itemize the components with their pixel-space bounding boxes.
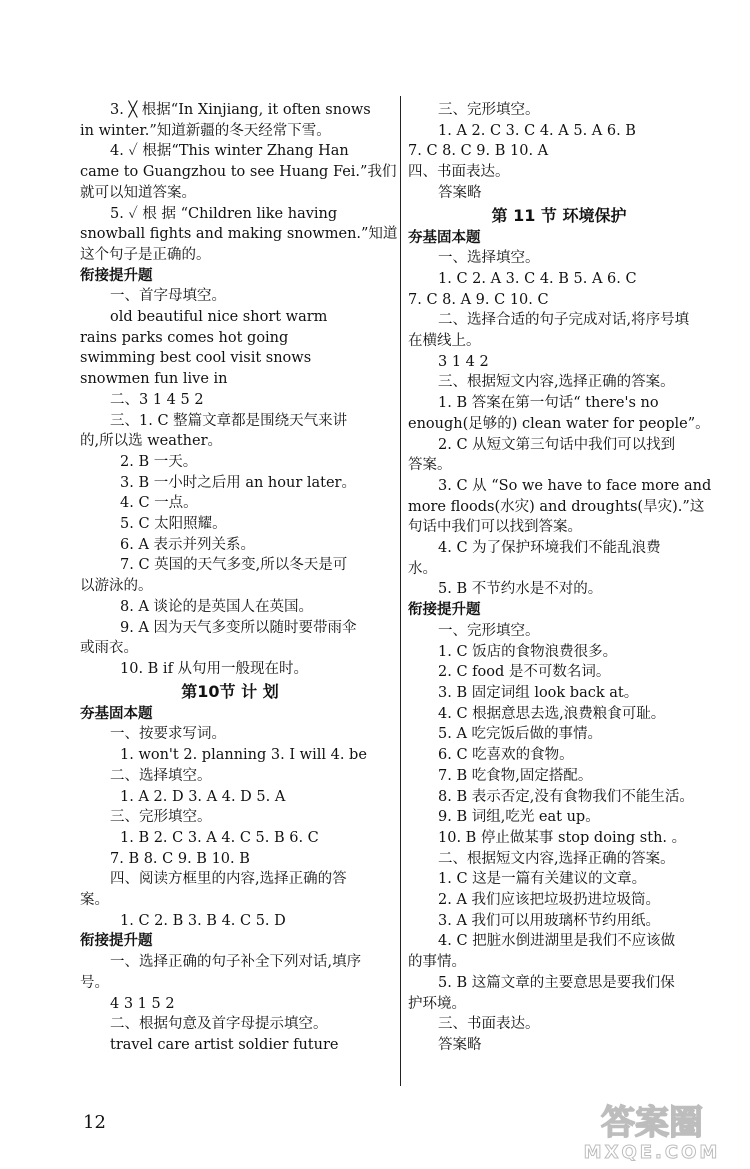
column-divider bbox=[400, 96, 401, 1086]
right-line: 二、选择合适的句子完成对话,将序号填 bbox=[438, 312, 690, 329]
right-line: 9. B 词组,吃光 eat up。 bbox=[438, 809, 600, 826]
right-line: 衔接提升题 bbox=[408, 602, 481, 619]
left-line: 的,所以选 weather。 bbox=[80, 433, 223, 450]
left-line: 8. A 谈论的是英国人在英国。 bbox=[120, 598, 314, 615]
right-line: 5. A 吃完饭后做的事情。 bbox=[438, 726, 603, 743]
right-line: 2. C 从短文第三句话中我们可以找到 bbox=[438, 436, 676, 453]
right-line: 三、根据短文内容,选择正确的答案。 bbox=[438, 374, 675, 391]
left-line: 9. A 因为天气多变所以随时要带雨伞 bbox=[120, 619, 357, 636]
left-line: snowball fights and making snowmen.”知道 bbox=[80, 226, 398, 243]
right-line: 1. C 这是一篇有关建议的文章。 bbox=[438, 871, 647, 888]
left-line: 夯基固本题 bbox=[80, 705, 153, 722]
right-line: 1. C 2. A 3. C 4. B 5. A 6. C bbox=[438, 270, 637, 287]
right-line: 3. C 从 “So we have to face more and bbox=[438, 477, 712, 494]
left-line: rains parks comes hot going bbox=[80, 329, 289, 346]
watermark-logo bbox=[560, 1098, 745, 1163]
left-line: 1. won't 2. planning 3. I will 4. be bbox=[120, 747, 367, 764]
left-line: old beautiful nice short warm bbox=[110, 309, 328, 326]
left-line: swimming best cool visit snows bbox=[80, 350, 312, 367]
right-line: 7. C 8. C 9. B 10. A bbox=[408, 143, 549, 160]
left-line: 一、按要求写词。 bbox=[110, 726, 226, 743]
left-line: 二、根据句意及首字母提示填空。 bbox=[110, 1016, 328, 1033]
right-line: 2. C food 是不可数名词。 bbox=[438, 664, 611, 681]
right-line: 句话中我们可以找到答案。 bbox=[408, 519, 582, 536]
left-line: 一、首字母填空。 bbox=[110, 288, 226, 305]
right-line: 6. C 吃喜欢的食物。 bbox=[438, 747, 574, 764]
right-line: 三、书面表达。 bbox=[438, 1016, 540, 1033]
right-line: 答案略 bbox=[438, 184, 482, 201]
left-line: 1. B 2. C 3. A 4. C 5. B 6. C bbox=[120, 829, 319, 846]
right-line: 5. B 不节约水是不对的。 bbox=[438, 581, 603, 598]
left-line: 一、选择正确的句子补全下列对话,填序 bbox=[110, 954, 362, 971]
right-line: 一、完形填空。 bbox=[438, 622, 540, 639]
right-line: 10. B 停止做某事 stop doing sth. 。 bbox=[438, 829, 687, 846]
right-line: 护环境。 bbox=[408, 995, 466, 1012]
left-line: 3. B 一小时之后用 an hour later。 bbox=[120, 474, 356, 491]
right-line: 夯基固本题 bbox=[408, 229, 481, 246]
right-line: 答案略 bbox=[438, 1036, 482, 1053]
right-line: more floods(水灾) and droughts(旱灾).”这 bbox=[408, 498, 705, 515]
right-line: 3. B 固定词组 look back at。 bbox=[438, 684, 639, 701]
left-line: 7. C 英国的天气多变,所以冬天是可 bbox=[120, 557, 348, 574]
right-line: 4. C 把脏水倒进湖里是我们不应该做 bbox=[438, 933, 676, 950]
right-line: 4. C 根据意思去选,浪费粮食可耻。 bbox=[438, 705, 666, 722]
right-line: enough(足够的) clean water for people”。 bbox=[408, 415, 710, 432]
right-line: 2. A 我们应该把垃圾扔进垃圾筒。 bbox=[438, 892, 661, 909]
left-line: 或雨衣。 bbox=[80, 640, 138, 657]
watermark-bottom: MXQE.COM bbox=[583, 1142, 721, 1163]
right-line: 一、选择填空。 bbox=[438, 250, 540, 267]
left-line: came to Guangzhou to see Huang Fei.”我们 bbox=[80, 164, 397, 181]
right-line: 1. B 答案在第一句话“ there's no bbox=[438, 395, 659, 412]
left-line: 以游泳的。 bbox=[80, 578, 153, 595]
left-line: 6. A 表示并列关系。 bbox=[120, 536, 256, 553]
right-line: 3. A 我们可以用玻璃杯节约用纸。 bbox=[438, 912, 661, 929]
right-line: 3 1 4 2 bbox=[438, 353, 489, 370]
left-line: 就可以知道答案。 bbox=[80, 184, 196, 201]
left-line: 衔接提升题 bbox=[80, 933, 153, 950]
left-line: 1. A 2. D 3. A 4. D 5. A bbox=[120, 788, 286, 805]
left-line: 这个句子是正确的。 bbox=[80, 246, 211, 263]
right-line: 四、书面表达。 bbox=[408, 164, 510, 181]
right-line: 答案。 bbox=[408, 457, 452, 474]
left-line: 4 3 1 5 2 bbox=[110, 995, 175, 1012]
left-line: 二、3 1 4 5 2 bbox=[110, 391, 204, 408]
left-line: travel care artist soldier future bbox=[110, 1036, 339, 1053]
page-number: 12 bbox=[83, 1112, 106, 1133]
right-line: 8. B 表示否定,没有食物我们不能生活。 bbox=[438, 788, 694, 805]
right-line: 1. A 2. C 3. C 4. A 5. A 6. B bbox=[438, 122, 636, 139]
right-line: 三、完形填空。 bbox=[438, 102, 540, 118]
right-line: 在横线上。 bbox=[408, 333, 481, 350]
left-line: snowmen fun live in bbox=[80, 371, 228, 388]
left-line: 7. B 8. C 9. B 10. B bbox=[110, 850, 250, 867]
left-line: 衔接提升题 bbox=[80, 267, 153, 284]
left-line: 5. ✓ 根 据 “Children like having bbox=[110, 205, 338, 222]
right-line: 第 11 节 环境保护 bbox=[491, 205, 627, 225]
left-line: 三、完形填空。 bbox=[110, 809, 212, 826]
left-line: 案。 bbox=[80, 892, 109, 909]
left-line: in winter.”知道新疆的冬天经常下雪。 bbox=[80, 122, 331, 139]
left-line: 4. ✓ 根据“This winter Zhang Han bbox=[110, 143, 349, 160]
right-line: 水。 bbox=[408, 560, 437, 577]
left-line: 5. C 太阳照耀。 bbox=[120, 516, 227, 533]
right-line: 7. B 吃食物,固定搭配。 bbox=[438, 767, 593, 784]
right-line: 的事情。 bbox=[408, 954, 466, 971]
left-column bbox=[80, 100, 398, 1056]
left-line: 10. B if 从句用一般现在时。 bbox=[120, 660, 309, 677]
left-line: 4. C 一点。 bbox=[120, 495, 198, 512]
left-line: 2. B 一天。 bbox=[120, 453, 198, 470]
left-line: 第10节 计 划 bbox=[181, 681, 279, 701]
watermark-top: 答案圈 bbox=[601, 1103, 703, 1143]
left-line: 3. ╳ 根据“In Xinjiang, it often snows bbox=[110, 102, 371, 118]
right-column bbox=[408, 100, 710, 1056]
left-line: 1. C 2. B 3. B 4. C 5. D bbox=[120, 912, 286, 929]
right-line: 5. B 这篇文章的主要意思是要我们保 bbox=[438, 974, 675, 991]
right-line: 7. C 8. A 9. C 10. C bbox=[408, 291, 549, 308]
right-line: 1. C 饭店的食物浪费很多。 bbox=[438, 643, 618, 660]
left-line: 号。 bbox=[80, 974, 109, 991]
right-line: 二、根据短文内容,选择正确的答案。 bbox=[438, 850, 675, 867]
left-line: 三、1. C 整篇文章都是围绕天气来讲 bbox=[110, 412, 348, 429]
right-line: 4. C 为了保护环境我们不能乱浪费 bbox=[438, 540, 661, 557]
left-line: 四、阅读方框里的内容,选择正确的答 bbox=[110, 871, 347, 888]
left-line: 二、选择填空。 bbox=[110, 767, 212, 784]
